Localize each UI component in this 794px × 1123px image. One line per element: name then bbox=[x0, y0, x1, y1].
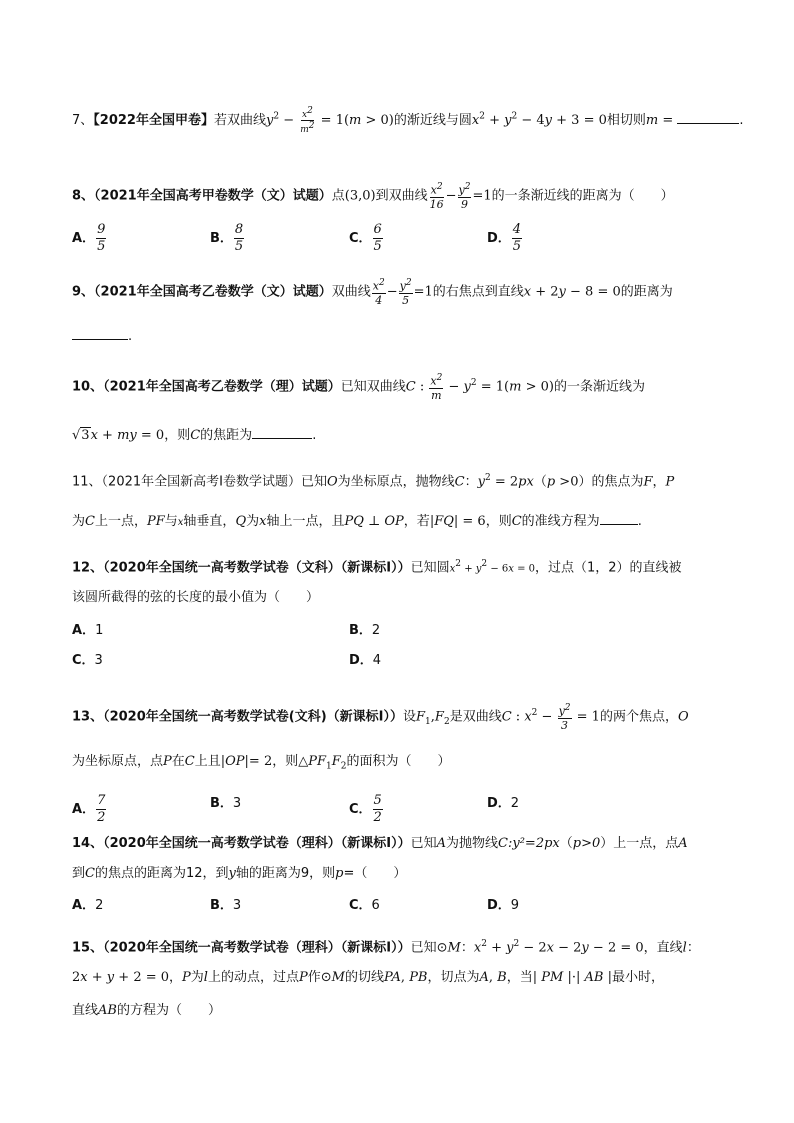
question-9-blank: . bbox=[72, 325, 132, 347]
option-a[interactable]: A． $\frac{9}{5}$ bbox=[72, 222, 106, 254]
answer-blank[interactable] bbox=[252, 424, 312, 439]
question-source: （2021年全国高考乙卷数学（文）试题） bbox=[94, 284, 332, 300]
option-d[interactable]: D．2 bbox=[487, 796, 520, 811]
question-number: 12、 bbox=[72, 560, 104, 576]
option-a[interactable]: A．1 bbox=[72, 623, 104, 638]
answer-blank[interactable] bbox=[600, 510, 638, 525]
question-10-cont: √3x + my = 0，则C的焦距为 . bbox=[72, 424, 316, 446]
question-12-cont: 该圆所截得的弦的长度的最小值为（ ） bbox=[72, 590, 320, 605]
question-source: （2020年全国统一高考数学试卷（理科）（新课标Ⅰ）） bbox=[103, 836, 411, 851]
question-number: 10、 bbox=[72, 379, 104, 395]
question-13: 13、（2020年全国统一高考数学试卷(文科)（新课标Ⅰ））设$F_1,F_2$是双曲线C : $x^2$ − $\frac{y^2}{3}$ = 1的两个焦点，O bbox=[72, 703, 689, 732]
answer-blank[interactable] bbox=[677, 109, 739, 124]
question-number: 15、 bbox=[72, 940, 104, 956]
question-10: 10、（2021年全国高考乙卷数学（理）试题）已知双曲线C : $\frac{x^2}{m}$ − $y^2 = 1(m > 0)$的一条渐近线为 bbox=[72, 373, 645, 402]
question-number: 13、 bbox=[72, 709, 104, 725]
question-14: 14、（2020年全国统一高考数学试卷（理科）（新课标Ⅰ））已知A为抛物线C:y²=2px（p>0）上一点，点A bbox=[72, 836, 688, 851]
question-number: 11、 bbox=[72, 474, 102, 490]
question-7: 7、【2022年全国甲卷】若双曲线$y^2$ − $\frac{x^2}{m^2}$ = 1(m > 0)的渐近线与圆$x^2 + y^2 - 4y + 3 = 0$相切则m = . bbox=[72, 106, 744, 135]
question-14-cont: 到C的焦点的距离为12，到y轴的距离为9，则p=（ ） bbox=[72, 866, 407, 881]
question-source: （2021年全国新高考Ⅰ卷数学试题） bbox=[101, 474, 301, 490]
option-d[interactable]: D． $\frac{4}{5}$ bbox=[487, 222, 522, 254]
question-number: 14、 bbox=[72, 836, 104, 851]
option-c[interactable]: C． $\frac{6}{5}$ bbox=[349, 222, 382, 254]
question-source: （2020年全国统一高考数学试卷（文科）（新课标Ⅰ）） bbox=[103, 560, 411, 576]
question-15-cont: 2x + y + 2 = 0，P为l上的动点，过点P作⊙M的切线PA, PB，切点为A, B，当| PM |·| AB |最小时， bbox=[72, 970, 664, 985]
question-15: 15、（2020年全国统一高考数学试卷（理科）（新课标Ⅰ））已知⊙M：$x^2 + y^2 - 2x - 2y - 2 = 0$，直线l： bbox=[72, 939, 700, 956]
question-number: 7、 bbox=[72, 113, 94, 128]
question-11: 11、（2021年全国新高考Ⅰ卷数学试题）已知O为坐标原点，抛物线C：$y^2 = 2px(p >0)$的焦点为F，P bbox=[72, 473, 675, 490]
question-8: 8、（2021年全国高考甲卷数学（文）试题）点(3,0)到双曲线 $\frac{x^2}{16}$ − $\frac{y^2}{9}$ =1的一条渐近线的距离为（ ） bbox=[72, 182, 674, 211]
option-b[interactable]: B． $\frac{8}{5}$ bbox=[210, 222, 244, 254]
question-source: （2020年全国统一高考数学试卷(文科)（新课标Ⅰ）） bbox=[103, 709, 403, 725]
option-a[interactable]: A．2 bbox=[72, 898, 104, 913]
question-source: （2021年全国高考甲卷数学（文）试题） bbox=[94, 188, 332, 204]
option-c[interactable]: C． $\frac{5}{2}$ bbox=[349, 793, 382, 825]
question-11-cont: 为C上一点，PF与x轴垂直，Q为x轴上一点，且PQ ⊥ OP，若|FQ| = 6，则C的准线方程为 . bbox=[72, 510, 642, 533]
option-c[interactable]: C．6 bbox=[349, 898, 380, 913]
question-source: （2020年全国统一高考数学试卷（理科）（新课标Ⅰ）） bbox=[103, 940, 411, 956]
answer-blank[interactable] bbox=[72, 325, 128, 340]
option-b[interactable]: B．3 bbox=[210, 796, 242, 811]
question-number: 9、 bbox=[72, 284, 95, 300]
question-source: 【2022年全国甲卷】 bbox=[93, 113, 214, 128]
question-number: 8、 bbox=[72, 188, 95, 204]
option-b[interactable]: B．2 bbox=[349, 623, 381, 638]
option-a[interactable]: A． $\frac{7}{2}$ bbox=[72, 793, 106, 825]
option-d[interactable]: D．4 bbox=[349, 653, 382, 668]
question-13-cont: 为坐标原点，点P在C上且|OP|= 2，则$\triangle PF_1F_2$的面积为（ ） bbox=[72, 754, 451, 772]
question-12: 12、（2020年全国统一高考数学试卷（文科）（新课标Ⅰ））已知圆$x^2 + y^2 - 6x = 0$，过点（1，2）的直线被 bbox=[72, 559, 682, 576]
question-9: 9、（2021年全国高考乙卷数学（文）试题）双曲线 $\frac{x^2}{4}$ − $\frac{y^2}{5}$ =1的右焦点到直线x + 2y − 8 = 0的距离为 bbox=[72, 278, 673, 307]
question-15-cont2: 直线AB的方程为（ ） bbox=[72, 1003, 221, 1018]
option-d[interactable]: D．9 bbox=[487, 898, 520, 913]
option-b[interactable]: B．3 bbox=[210, 898, 242, 913]
option-c[interactable]: C．3 bbox=[72, 653, 103, 668]
question-source: （2021年全国高考乙卷数学（理）试题） bbox=[103, 379, 341, 395]
